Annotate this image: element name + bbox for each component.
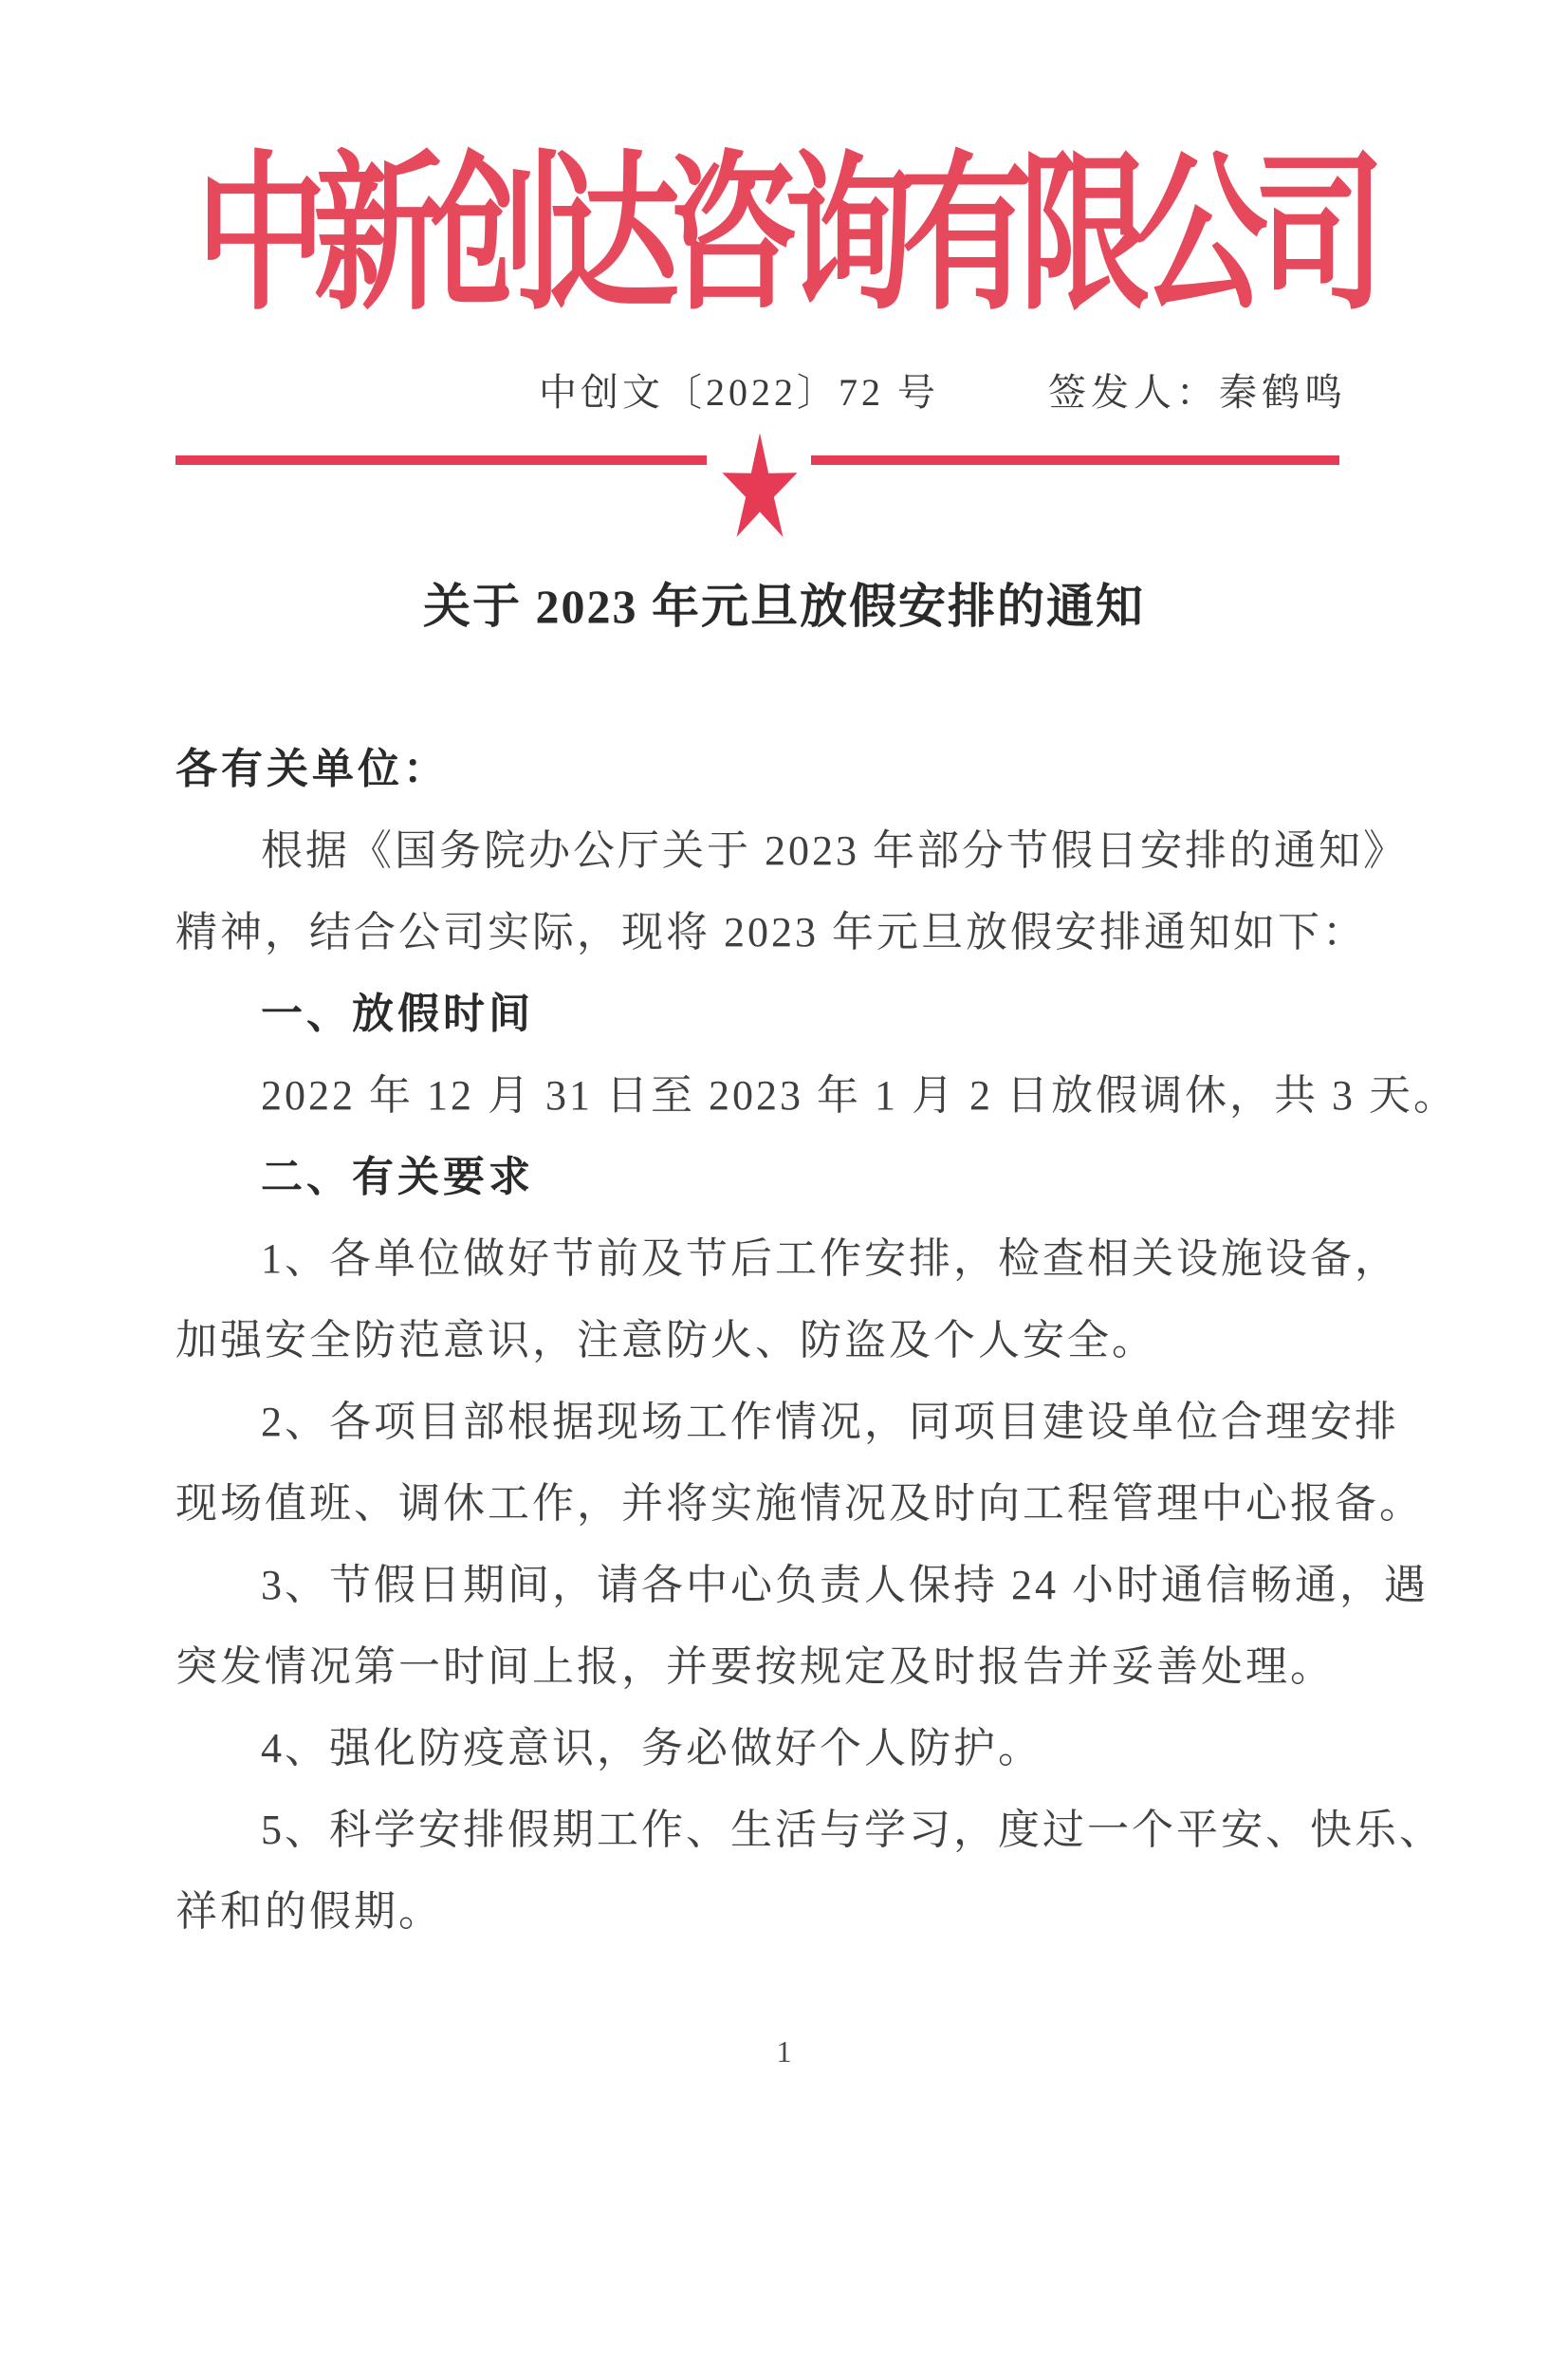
document-page — [0, 139, 1568, 2355]
page-number: 1 — [776, 2034, 792, 2068]
body-line: 祥和的假期。 — [175, 1888, 443, 1935]
body-line: 5、科学安排假期工作、生活与学习，度过一个平安、快乐、 — [261, 1807, 1444, 1853]
body-line: 2、各项目部根据现场工作情况，同项目建设单位合理安排 — [261, 1399, 1399, 1445]
body-line: 二、有关要求 — [261, 1154, 534, 1200]
red-rule-left — [175, 455, 707, 465]
issuer-name: 签发人：秦鹤鸣 — [1048, 371, 1347, 414]
doc-meta-line — [0, 366, 1568, 419]
company-name: 中新创达咨询有限公司 — [195, 140, 1373, 330]
star-icon — [718, 429, 802, 552]
body-line: 各有关单位： — [175, 746, 449, 792]
body-line: 3、节假日期间，请各中心负责人保持 24 小时通信畅通，遇 — [261, 1562, 1429, 1608]
body-line: 一、放假时间 — [261, 991, 534, 1037]
body-line: 精神，结合公司实际，现将 2023 年元旦放假安排通知如下： — [175, 909, 1367, 955]
body-line: 2022 年 12 月 31 日至 2023 年 1 月 2 日放假调休，共 3 天。 — [261, 1072, 1458, 1119]
page-title: 关于 2023 年元旦放假安排的通知 — [423, 580, 1145, 633]
doc-number: 中创文〔2022〕72 号 — [539, 371, 939, 414]
red-rule-right — [811, 455, 1339, 465]
red-separator — [0, 436, 1568, 560]
notice-body — [175, 729, 1458, 1953]
body-line: 加强安全防范意识，注意防火、防盗及个人安全。 — [175, 1317, 1156, 1363]
body-line: 突发情况第一时间上报，并要按规定及时报告并妥善处理。 — [175, 1643, 1335, 1690]
body-line: 现场值班、调休工作，并将实施情况及时向工程管理中心报备。 — [175, 1480, 1424, 1527]
body-line: 4、强化防疫意识，务必做好个人防护。 — [261, 1725, 1042, 1771]
body-line: 1、各单位做好节前及节后工作安排，检查相关设施设备， — [261, 1235, 1399, 1282]
body-line: 根据《国务院办公厅关于 2023 年部分节假日安排的通知》 — [261, 827, 1408, 874]
